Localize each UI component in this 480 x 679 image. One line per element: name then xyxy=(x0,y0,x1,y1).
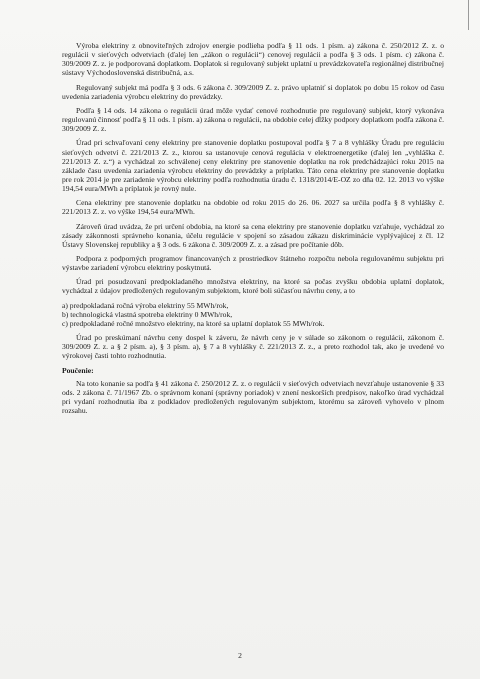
list-item: a) predpokladaná ročná výroba elektriny 55 MWh/rok, xyxy=(62,300,229,310)
paragraph-production-regulation: Výroba elektriny z obnoviteľných zdrojov energie podlieha podľa § 11 ods. 1 písm. a) zákona č. 250/2012 Z. z. o regulácii v sieťových odvetviach (ďalej len „zákon o regulácii“) cenovej regulácii a podľa § 3 ods. 1 písm. c) zákona č. 309/2009 Z. z. je podporovaná doplatkom. Doplatok si regulovaný subjekt uplatní u prevádzkovateľa regionálnej distribučnej sústavy Východoslovenská distribučná, a.s. xyxy=(62,41,444,78)
instruction-heading: Poučenie: xyxy=(62,365,94,375)
list-item: b) technologická vlastná spotreba elektriny 0 MWh/rok, xyxy=(62,309,233,319)
document-body xyxy=(62,41,444,420)
paragraph-price-approval: Úrad pri schvaľovaní ceny elektriny pre stanovenie doplatku postupoval podľa § 7 a 8 vyhlášky Úradu pre reguláciu sieťových odvetví č. 221/2013 Z. z., ktorou sa ustanovuje cenová regulácia v elektroenergetike (ďalej len „vyhláška č. 221/2013 Z. z.“) a vychádzal zo schválenej ceny elektriny pre stanovenie doplatku na rok predchádzajúci roku 2015 na základe času uvedenia zariadenia výrobcu elektriny do prevádzky a príplatku. Táto cena elektriny pre stanovenie doplatku pre rok 2014 je pre zariadenie výrobcu elektriny podľa rozhodnutia úradu č. 1318/2014/E-OZ zo dňa 02. 12. 2013 vo výške 194,54 eura/MWh a príplatok je rovný nule. xyxy=(62,138,444,193)
paragraph-electricity-quantity: Úrad pri posudzovaní predpokladaného množstva elektriny, na ktoré sa počas zvyšku obdobia uplatní doplatok, vychádzal z údajov predložených regulovaným subjektom, ktoré boli súčasťou návrhu ceny, a to xyxy=(62,277,444,296)
list-item: c) predpokladané ročné množstvo elektriny, na ktoré sa uplatní doplatok 55 MWh/rok. xyxy=(62,318,325,328)
paragraph-state-support: Podpora z podporných programov financovaných z prostriedkov štátneho rozpočtu nebola regulovanému subjektu pri výstavbe zariadení výrobcu elektriny poskytnutá. xyxy=(62,254,444,273)
quantity-list xyxy=(62,301,444,328)
paragraph-instruction: Na toto konanie sa podľa § 41 zákona č. 250/2012 Z. z. o regulácii v sieťových odvetviach nevzťahuje ustanovenie § 33 ods. 2 zákona č. 71/1967 Zb. o správnom konaní (správny poriadok) v znení neskorších predpisov, nakoľko úrad vychádzal pri vydaní rozhodnutia iba z podkladov predložených regulovaným subjektom, ktorému sa zároveň vyhovelo v plnom rozsahu. xyxy=(62,378,444,416)
paragraph-legal-principles: Zároveň úrad uvádza, že pri určení obdobia, na ktoré sa cena elektriny pre stanovenie doplatku vzťahuje, vychádzal zo zásady zákonnosti správneho konania, účelu regulácie v spojení so zásadou zákazu diskriminácie vyplývajúcej z čl. 12 Ústavy Slovenskej republiky a § 3 ods. 6 zákona č. 309/2009 Z. z. a zásad pre počítanie dôb. xyxy=(62,221,444,249)
paragraph-price-decision: Podľa § 14 ods. 14 zákona o regulácii úrad môže vydať cenové rozhodnutie pre regulovaný subjekt, ktorý vykonáva regulovanú činnosť podľa § 11 ods. 1 písm. a) zákona o regulácii, na obdobie celej dĺžky podpory doplatkom podľa zákona č. 309/2009 Z. z. xyxy=(62,105,444,134)
page-edge-mark xyxy=(468,0,472,30)
page-number: 2 xyxy=(238,651,242,660)
paragraph-surcharge-period: Regulovaný subjekt má podľa § 3 ods. 6 zákona č. 309/2009 Z. z. právo uplatniť si doplatok po dobu 15 rokov od času uvedenia zariadenia výrobcu elektriny do prevádzky. xyxy=(62,82,444,101)
paragraph-price-period: Cena elektriny pre stanovenie doplatku na obdobie od roku 2015 do 26. 06. 2027 sa určila podľa § 8 vyhlášky č. 221/2013 Z. z. vo výške 194,54 eura/MWh. xyxy=(62,198,444,217)
paragraph-conclusion: Úrad po preskúmaní návrhu ceny dospel k záveru, že návrh ceny je v súlade so zákonom o regulácii, zákonom č. 309/2009 Z. z. a § 2 písm. a), § 3 písm. a), § 7 a 8 vyhlášky č. 221/2013 Z. z., a preto rozhodol tak, ako je uvedené vo výrokovej časti tohto rozhodnutia. xyxy=(62,333,444,361)
